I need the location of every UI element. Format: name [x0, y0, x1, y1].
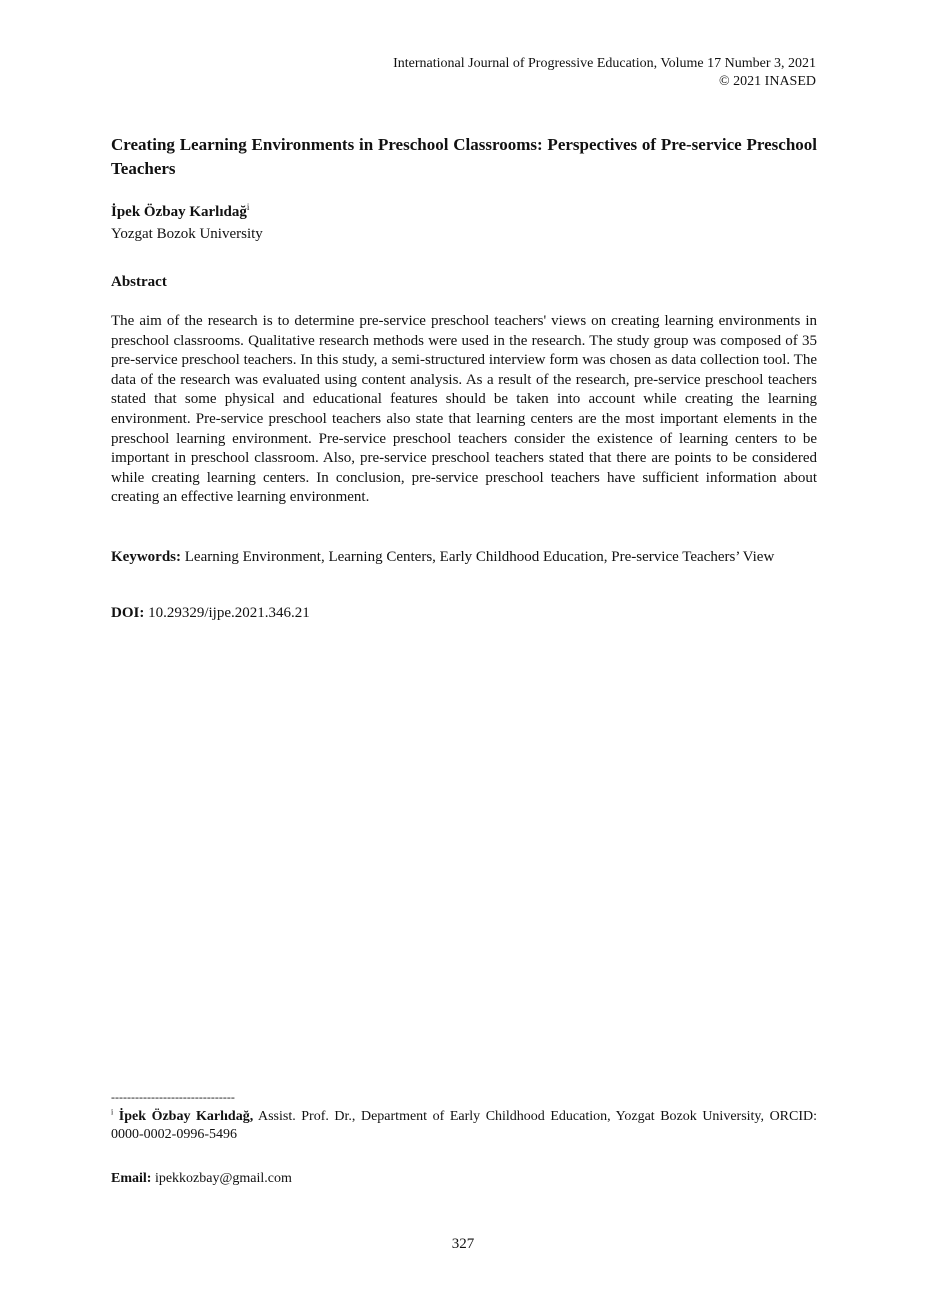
footnote-marker: i [111, 1107, 114, 1117]
abstract-heading: Abstract [111, 274, 167, 290]
author-block [111, 201, 263, 245]
page-number: 327 [451, 1236, 475, 1252]
journal-citation: International Journal of Progressive Education, Volume 17 Number 3, 2021 [393, 56, 816, 71]
doi-value[interactable]: 10.29329/ijpe.2021.346.21 [148, 605, 310, 621]
author-name: İpek Özbay Karlıdağ [111, 204, 247, 220]
abstract-body: The aim of the research is to determine pre-service preschool teachers' views on creating learning environments in preschool classrooms. Qualitative research methods were used in the research. The study group was composed of 35 pre-service preschool teachers. In this study, a semi-structured interview form was chosen as data collection tool. The data of the research was evaluated using content analysis. As a result of the research, pre-service preschool teachers stated that some physical and educational features should be taken into account while creating the learning environment. Pre-service preschool teachers also state that learning centers are the most important elements in the preschool learning environment. Pre-service preschool teachers consider the existence of learning centers to be important in preschool classroom. Also, pre-service preschool teachers stated that there are points to be considered while creating learning centers. In conclusion, pre-service preschool teachers have sufficient information about creating an effective learning environment. [111, 313, 817, 506]
footnote-author-name: İpek Özbay Karlıdağ, [118, 1109, 254, 1124]
author-footnote-marker: i [246, 202, 250, 212]
running-header [393, 55, 816, 91]
email-line [111, 1171, 292, 1187]
copyright-line: © 2021 INASED [719, 74, 816, 89]
keywords-text: Learning Environment, Learning Centers, Early Childhood Education, Pre-service Teachers’ View [184, 549, 775, 565]
keywords-label: Keywords: [111, 549, 181, 565]
footnote-rule: ------------------------------- [111, 1090, 235, 1104]
author-footnote [111, 1108, 817, 1144]
email-address[interactable]: ipekkozbay@gmail.com [154, 1171, 292, 1186]
doi-label: DOI: [111, 605, 145, 621]
email-label: Email: [111, 1171, 152, 1186]
doi-line [111, 605, 310, 622]
footnote-text: Assist. Prof. Dr., Department of Early Childhood Education, Yozgat Bozok University, ORCID: 0000-0002-0996-5496 [111, 1109, 818, 1142]
author-affiliation: Yozgat Bozok University [111, 226, 263, 242]
paper-title: Creating Learning Environments in Preschool Classrooms: Perspectives of Pre-service Preschool Teachers [111, 135, 817, 178]
keywords-line [111, 548, 817, 568]
